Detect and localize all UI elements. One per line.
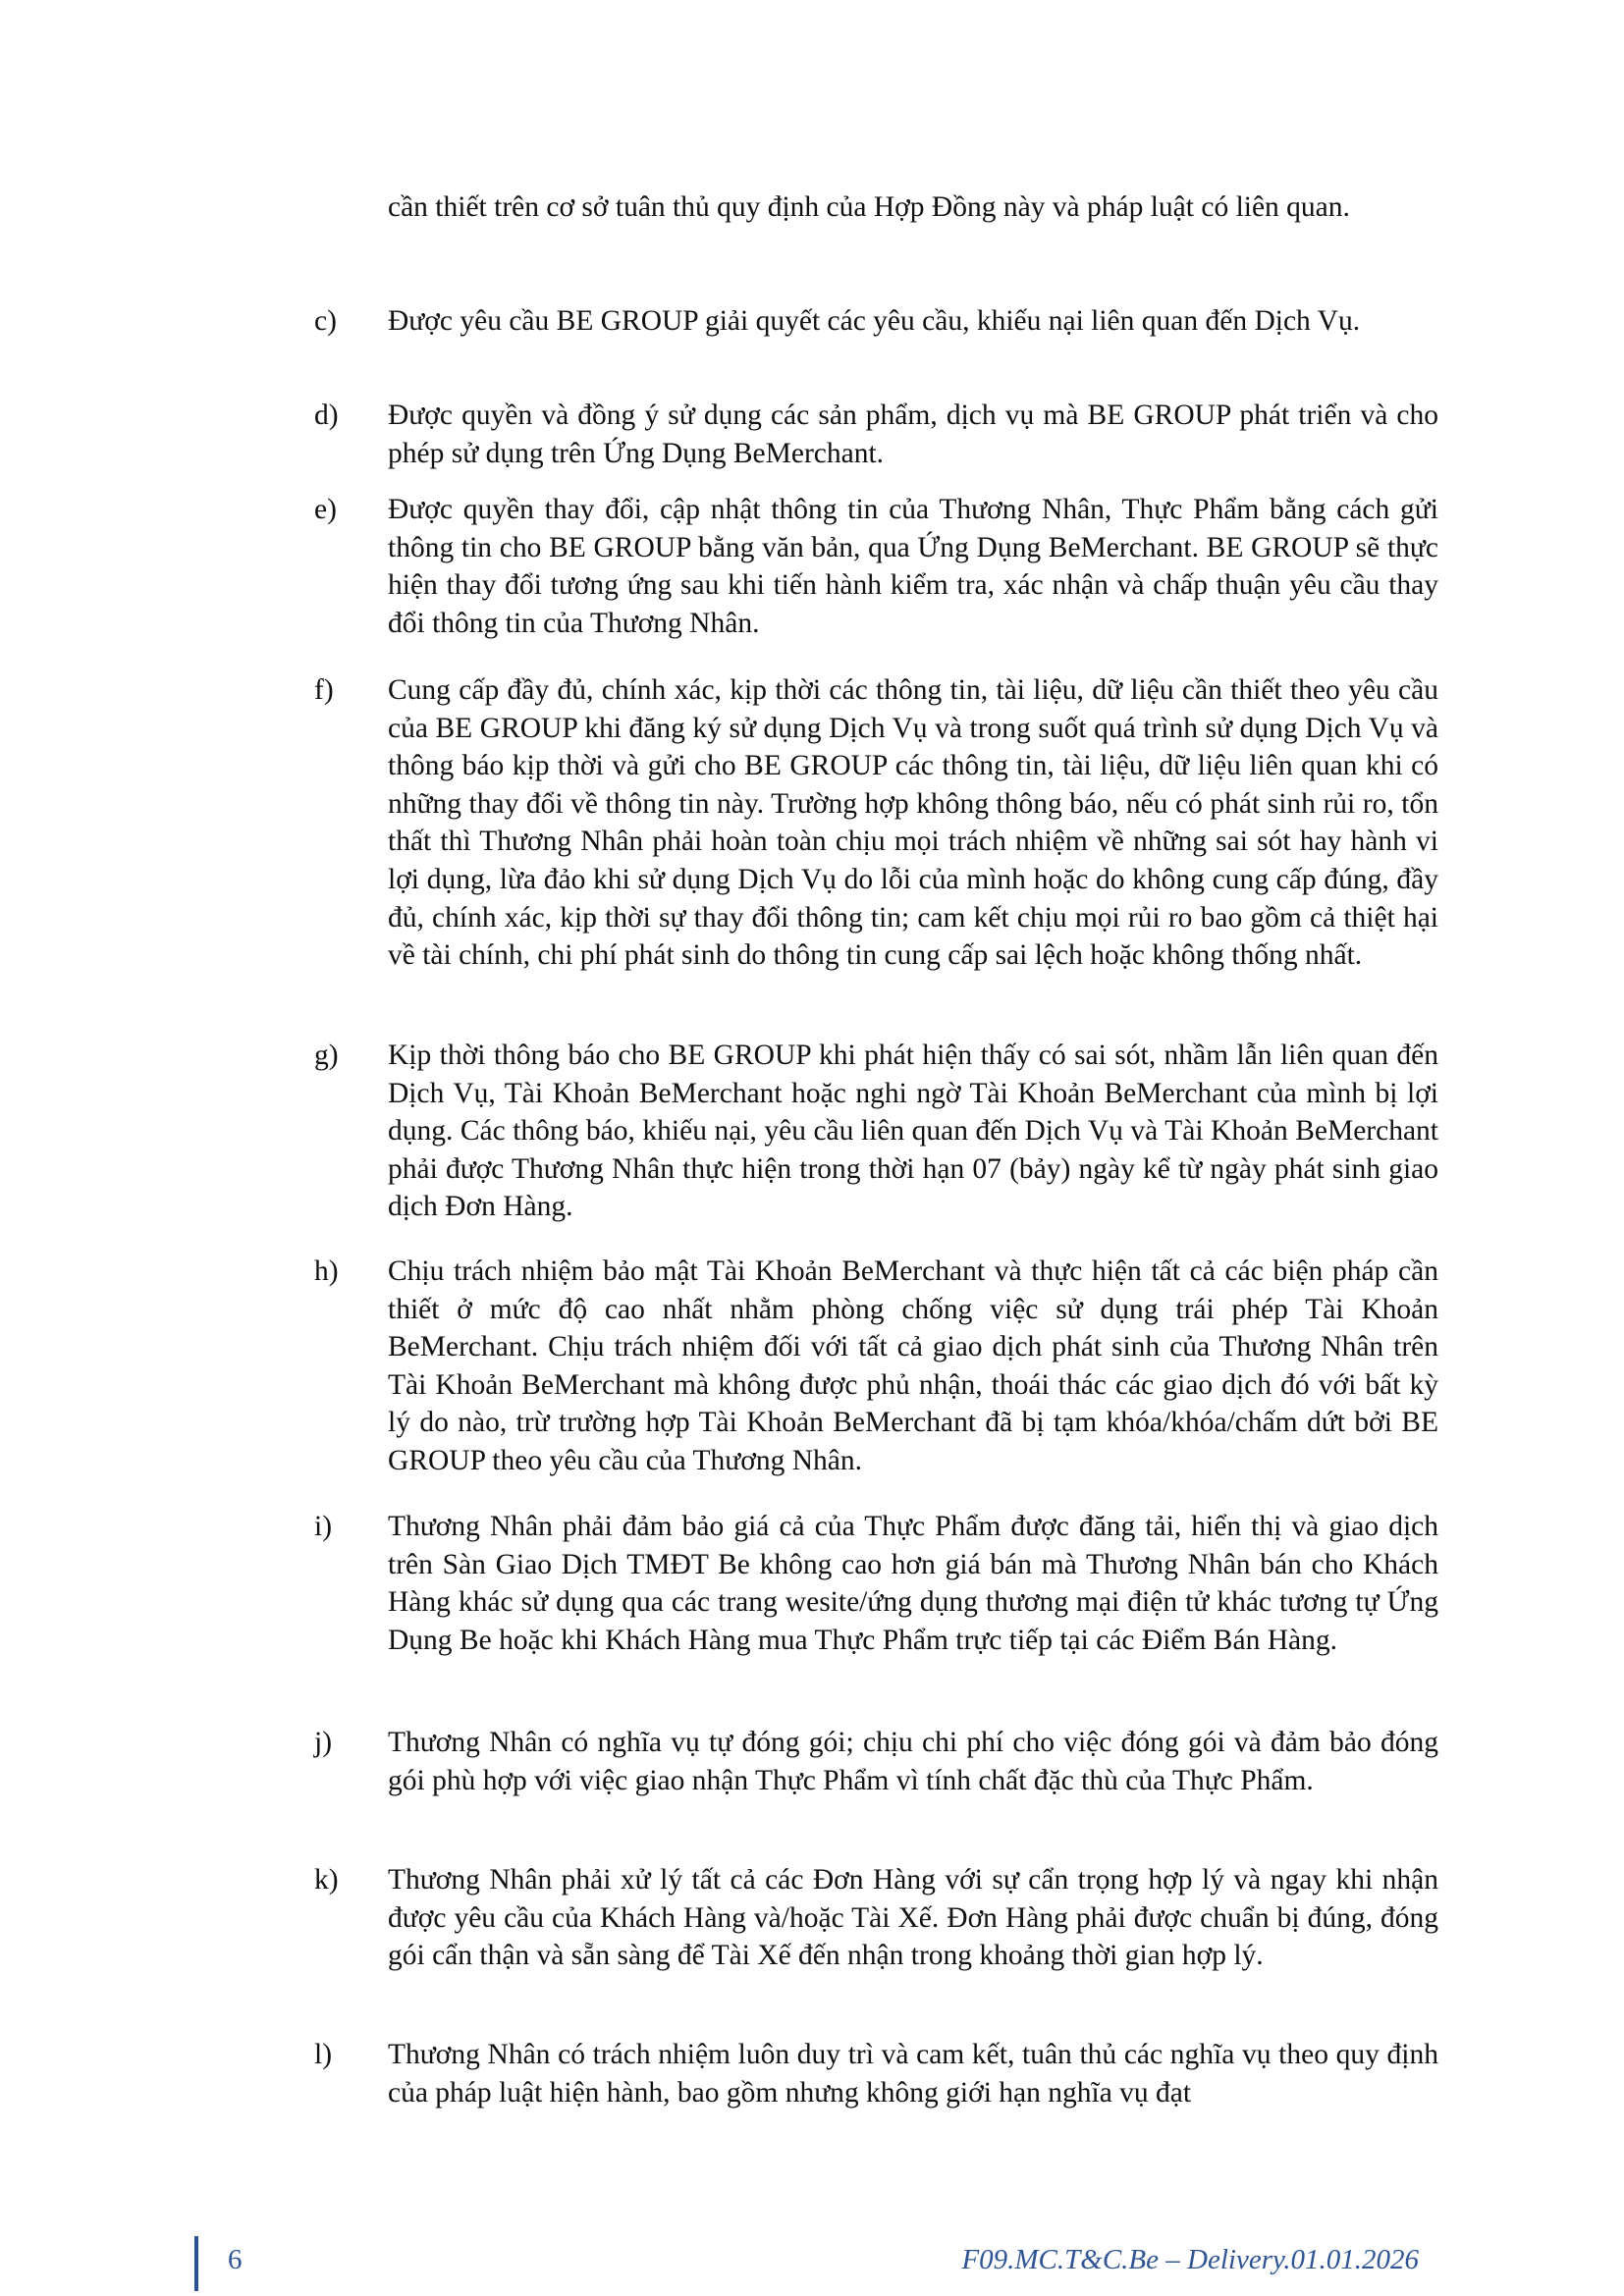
clause-text: Kịp thời thông báo cho BE GROUP khi phát hiện thấy có sai sót, nhầm lẫn liên quan đến Dịch Vụ, Tài Khoản BeMerchant hoặc nghi ngờ Tài Khoản BeMerchant của mình bị lợi dụng. Các thông báo, khiếu nại, yêu cầu liên quan đến Dịch Vụ và Tài Khoản BeMerchant phải được Thương Nhân thực hiện trong thời hạn 07 (bảy) ngày kể từ ngày phát sinh giao dịch Đơn Hàng. — [388, 1040, 1438, 1223]
clause-label: d) — [314, 400, 339, 431]
clause-label: j) — [314, 1727, 333, 1758]
clause-i — [314, 1508, 1438, 1659]
clause-h — [314, 1253, 1438, 1480]
clause-text: Chịu trách nhiệm bảo mật Tài Khoản BeMerchant và thực hiện tất cả các biện pháp cần thiết ở mức độ cao nhất nhằm phòng chống việc sử dụng trái phép Tài Khoản BeMerchant. Chịu trách nhiệm đối với tất cả giao dịch phát sinh của Thương Nhân trên Tài Khoản BeMerchant mà không được phủ nhận, thoái thác các giao dịch đó với bất kỳ lý do nào, trừ trường hợp Tài Khoản BeMerchant đã bị tạm khóa/khóa/chấm dứt bởi BE GROUP theo yêu cầu của Thương Nhân. — [388, 1255, 1438, 1476]
clause-label: l) — [314, 2039, 333, 2070]
clause-text: Được quyền và đồng ý sử dụng các sản phẩm, dịch vụ mà BE GROUP phát triển và cho phép sử dụng trên Ứng Dụng BeMerchant. — [388, 400, 1438, 469]
clause-label: f) — [314, 674, 334, 706]
clause-text: Cung cấp đầy đủ, chính xác, kịp thời các thông tin, tài liệu, dữ liệu cần thiết theo yêu cầu của BE GROUP khi đăng ký sử dụng Dịch Vụ và trong suốt quá trình sử dụng Dịch Vụ và thông báo kịp thời và gửi cho BE GROUP các thông tin, tài liệu, dữ liệu liên quan khi có những thay đổi về thông tin này. Trường hợp không thông báo, nếu có phát sinh rủi ro, tổn thất thì Thương Nhân phải hoàn toàn chịu mọi trách nhiệm về những sai sót hay hành vi lợi dụng, lừa đảo khi sử dụng Dịch Vụ do lỗi của mình hoặc do không cung cấp đúng, đầy đủ, chính xác, kịp thời sự thay đổi thông tin; cam kết chịu mọi rủi ro bao gồm cả thiệt hại về tài chính, chi phí phát sinh do thông tin cung cấp sai lệch hoặc không thống nhất. — [388, 674, 1438, 972]
clause-e — [314, 491, 1438, 642]
clause-c — [314, 302, 1438, 341]
footer-accent-bar — [194, 2236, 198, 2291]
continuation-paragraph: cần thiết trên cơ sở tuân thủ quy định của Hợp Đồng này và pháp luật có liên quan. — [388, 191, 1350, 223]
clause-text: Thương Nhân phải xử lý tất cả các Đơn Hàng với sự cẩn trọng hợp lý và ngay khi nhận được yêu cầu của Khách Hàng và/hoặc Tài Xế. Đơn Hàng phải được chuẩn bị đúng, đóng gói cẩn thận và sẵn sàng để Tài Xế đến nhận trong khoảng thời gian hợp lý. — [388, 1864, 1438, 1972]
clause-label: e) — [314, 494, 337, 525]
clause-text: Thương Nhân có trách nhiệm luôn duy trì và cam kết, tuân thủ các nghĩa vụ theo quy định của pháp luật hiện hành, bao gồm nhưng không giới hạn nghĩa vụ đạt — [388, 2039, 1438, 2109]
page-number: 6 — [228, 2244, 243, 2275]
clause-label: h) — [314, 1255, 339, 1287]
clause-g — [314, 1037, 1438, 1226]
clause-label: i) — [314, 1511, 333, 1542]
clause-label: g) — [314, 1040, 339, 1071]
clause-text: Thương Nhân phải đảm bảo giá cả của Thực Phẩm được đăng tải, hiển thị và giao dịch trên Sàn Giao Dịch TMĐT Be không cao hơn giá bán mà Thương Nhân bán cho Khách Hàng khác sử dụng qua các trang wesite/ứng dụng thương mại điện tử khác tương tự Ứng Dụng Be hoặc khi Khách Hàng mua Thực Phẩm trực tiếp tại các Điểm Bán Hàng. — [388, 1511, 1438, 1656]
clause-k — [314, 1861, 1438, 1975]
clause-l — [314, 2036, 1438, 2111]
clause-d — [314, 397, 1438, 472]
clause-label: c) — [314, 305, 337, 337]
clause-j — [314, 1724, 1438, 1799]
document-code: F09.MC.T&C.Be – Delivery.01.01.2026 — [961, 2244, 1419, 2275]
clause-text: Được yêu cầu BE GROUP giải quyết các yêu cầu, khiếu nại liên quan đến Dịch Vụ. — [388, 305, 1361, 337]
clause-text: Được quyền thay đổi, cập nhật thông tin của Thương Nhân, Thực Phẩm bằng cách gửi thông tin cho BE GROUP bằng văn bản, qua Ứng Dụng BeMerchant. BE GROUP sẽ thực hiện thay đổi tương ứng sau khi tiến hành kiểm tra, xác nhận và chấp thuận yêu cầu thay đổi thông tin của Thương Nhân. — [388, 494, 1438, 639]
clause-text: Thương Nhân có nghĩa vụ tự đóng gói; chịu chi phí cho việc đóng gói và đảm bảo đóng gói phù hợp với việc giao nhận Thực Phẩm vì tính chất đặc thù của Thực Phẩm. — [388, 1727, 1438, 1796]
clause-label: k) — [314, 1864, 339, 1896]
clause-f — [314, 671, 1438, 975]
